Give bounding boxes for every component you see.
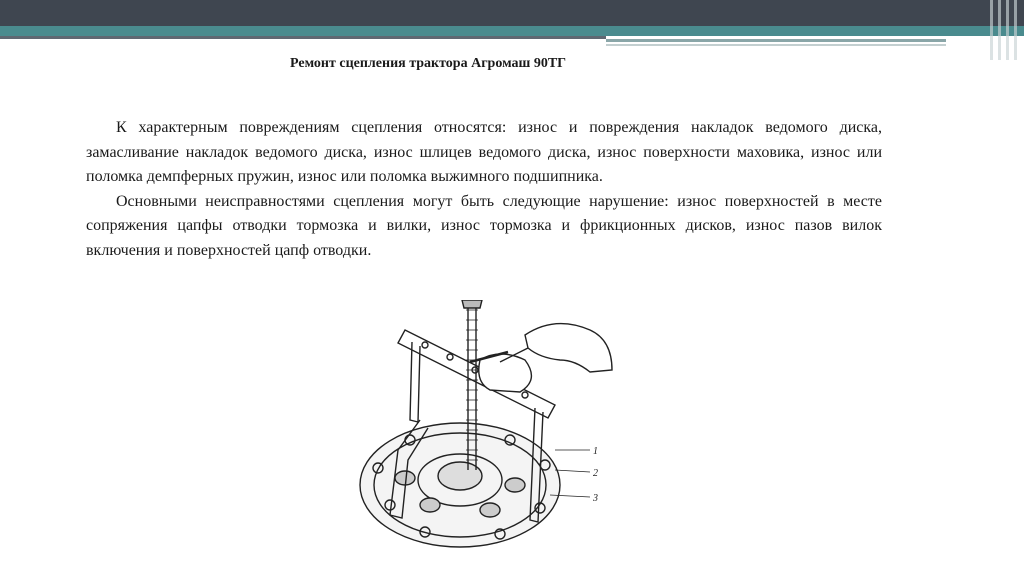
header-divider-line bbox=[0, 36, 606, 39]
paragraph-faults: Основными неисправностями сцепления могут быть следующие нарушение: износ поверхностей в месте сопряжения цапфы отводки тормозка и вилки, износ тормозка и фрикционных дисков, износ пазов вилок включения и поверхностей цапф отводки. bbox=[86, 192, 882, 259]
paragraph-damages: К характерным повреждениям сцепления относятся: износ и повреждения накладок ведомого диска, замасливание накладок ведомого диска, износ шлицев ведомого диска, износ поверхности маховика, износ или поломка демпферных пружин, износ или поломка выжимного подшипника. bbox=[86, 119, 882, 186]
header-decorative-stripes bbox=[984, 0, 1024, 60]
header-divider-line bbox=[606, 39, 946, 42]
callout-label: 3 bbox=[593, 493, 598, 504]
callout-label: 1 bbox=[593, 446, 598, 457]
header-band bbox=[0, 0, 1024, 26]
callout-label: 2 bbox=[593, 468, 598, 479]
slide-title: Ремонт сцепления трактора Агромаш 90ТГ bbox=[290, 56, 567, 71]
slide-body bbox=[86, 116, 882, 264]
header-divider-line bbox=[606, 44, 946, 46]
header-accent-band bbox=[0, 26, 1024, 36]
clutch-puller-illustration bbox=[350, 300, 620, 560]
